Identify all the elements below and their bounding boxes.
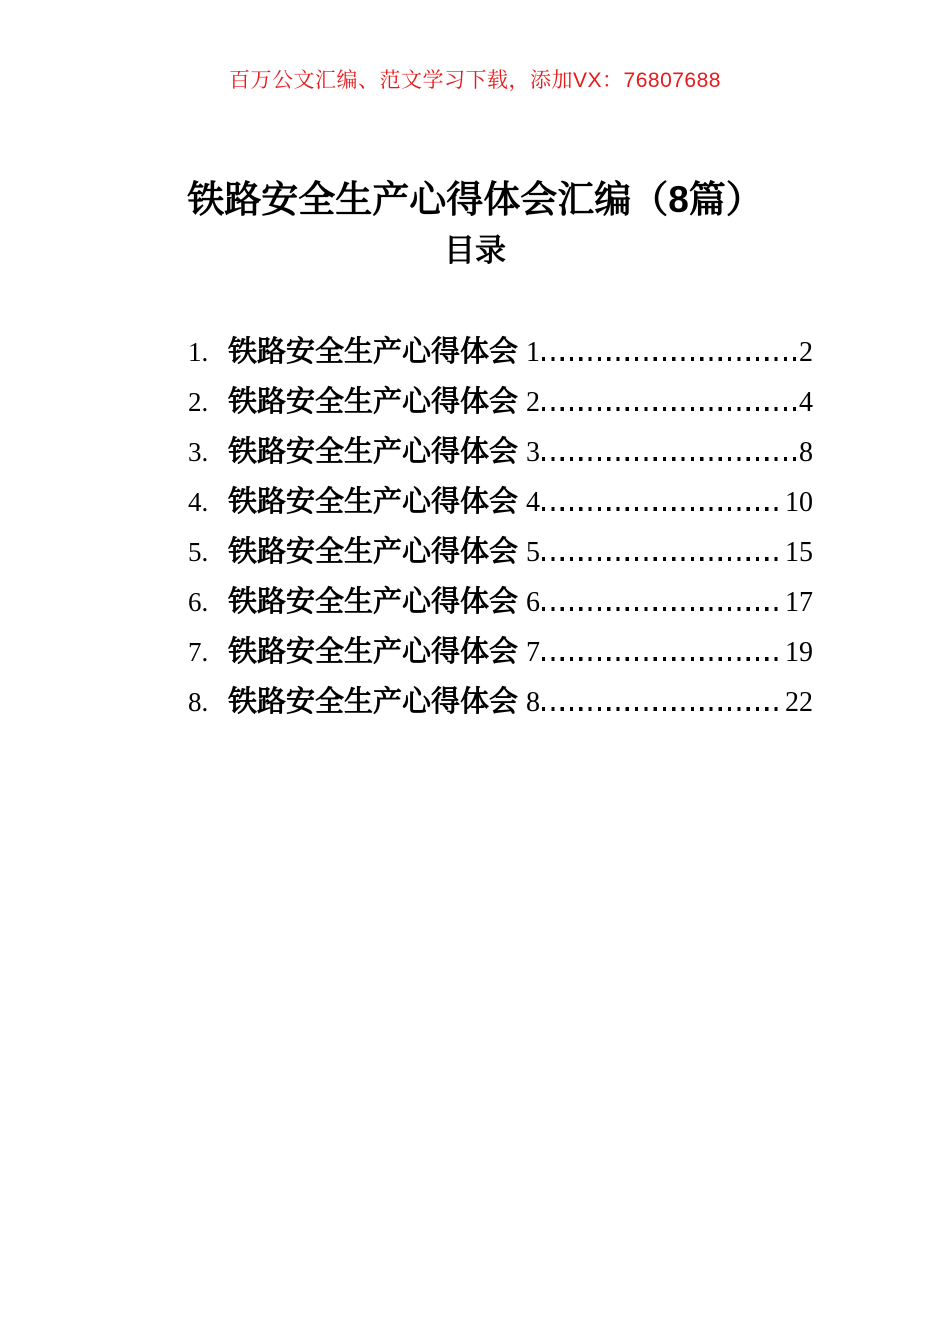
- toc-entry[interactable]: [188, 577, 813, 627]
- toc-entry-number: 3.: [188, 437, 209, 467]
- toc-entry-index: 6: [526, 587, 541, 618]
- toc-entry[interactable]: [188, 327, 813, 377]
- toc-entry-dot-leader: [542, 707, 782, 711]
- toc-entry[interactable]: [188, 477, 813, 527]
- toc-list: [188, 327, 813, 727]
- toc-entry-dot-leader: [542, 457, 796, 461]
- toc-entry[interactable]: [188, 677, 813, 727]
- toc-entry-title: 铁路安全生产心得体会: [228, 436, 519, 468]
- toc-entry-number: 4.: [188, 487, 209, 517]
- toc-entry-page-number: 4: [799, 387, 813, 418]
- toc-entry-number: 1.: [188, 337, 209, 367]
- toc-entry-title: 铁路安全生产心得体会: [228, 336, 519, 368]
- toc-entry-number: 2.: [188, 387, 209, 417]
- toc-heading: 目录: [444, 233, 506, 268]
- toc-entry[interactable]: [188, 427, 813, 477]
- toc-entry-page-number: 22: [785, 687, 813, 718]
- toc-entry-index: 7: [526, 637, 541, 668]
- toc-entry-page-number: 8: [799, 437, 813, 468]
- toc-entry-title: 铁路安全生产心得体会: [228, 686, 519, 718]
- toc-entry-title: 铁路安全生产心得体会: [228, 486, 519, 518]
- toc-entry-index: 2: [526, 387, 541, 418]
- toc-entry-page-number: 15: [785, 537, 813, 568]
- toc-entry-title: 铁路安全生产心得体会: [228, 586, 519, 618]
- toc-entry-number: 7.: [188, 637, 209, 667]
- toc-entry-title: 铁路安全生产心得体会: [228, 386, 519, 418]
- toc-entry-page-number: 10: [785, 487, 813, 518]
- toc-entry-title: 铁路安全生产心得体会: [228, 536, 519, 568]
- toc-entry-dot-leader: [542, 357, 796, 361]
- promo-header-text: 百万公文汇编、范文学习下载，添加VX：76807688: [229, 69, 721, 92]
- toc-entry-dot-leader: [542, 407, 796, 411]
- toc-entry-page-number: 19: [785, 637, 813, 668]
- document-title: 铁路安全生产心得体会汇编（8篇）: [187, 179, 763, 220]
- toc-entry-index: 8: [526, 687, 541, 718]
- toc-entry-number: 6.: [188, 587, 209, 617]
- toc-entry-title: 铁路安全生产心得体会: [228, 636, 519, 668]
- toc-entry-index: 1: [526, 337, 541, 368]
- toc-entry-dot-leader: [542, 657, 782, 661]
- toc-entry-index: 3: [526, 437, 541, 468]
- toc-entry-number: 5.: [188, 537, 209, 567]
- toc-entry[interactable]: [188, 527, 813, 577]
- toc-entry-dot-leader: [542, 507, 782, 511]
- toc-entry-page-number: 17: [785, 587, 813, 618]
- toc-entry[interactable]: [188, 627, 813, 677]
- toc-entry-page-number: 2: [799, 337, 813, 368]
- toc-entry[interactable]: [188, 377, 813, 427]
- toc-entry-dot-leader: [542, 607, 782, 611]
- toc-entry-number: 8.: [188, 687, 209, 717]
- toc-entry-index: 5: [526, 537, 541, 568]
- toc-entry-index: 4: [526, 487, 541, 518]
- toc-entry-dot-leader: [542, 557, 782, 561]
